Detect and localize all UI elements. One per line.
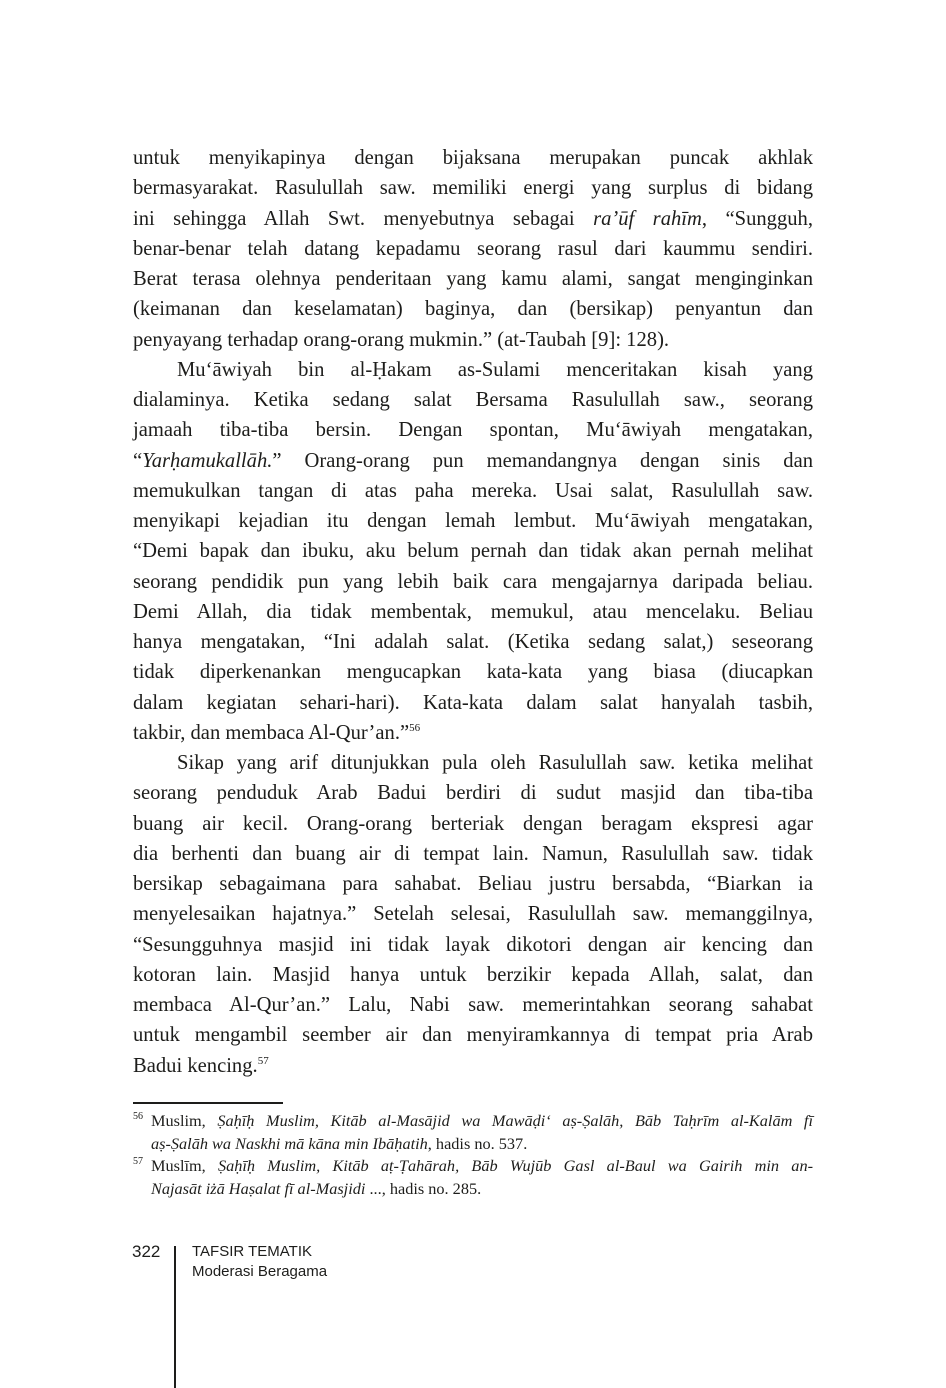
italic-text: aṣ-Ṣalāh wa Naskhi mā kāna min Ibāḥatih — [151, 1133, 428, 1153]
footnote-ref: 57 — [257, 1054, 269, 1067]
text-line — [133, 597, 813, 627]
text-line — [133, 173, 813, 203]
body-text — [133, 143, 813, 1081]
text-segment: untuk menyikapinya dengan bijaksana merupakan puncak akhlak — [133, 147, 813, 169]
text-line — [133, 899, 813, 929]
text-line — [133, 506, 813, 536]
text-segment: bersikap sebagaimana para sahabat. Beliau justru bersabda, “Biarkan ia — [133, 873, 813, 895]
text-segment: membaca Al-Qur’an.” Lalu, Nabi saw. memerintahkan seorang sahabat — [133, 994, 813, 1016]
footnote-divider — [133, 1102, 283, 1104]
text-segment: seorang penduduk Arab Badui berdiri di sudut masjid dan tiba-tiba — [133, 782, 813, 805]
footnote-ref: 56 — [409, 721, 421, 734]
running-footer — [192, 1242, 327, 1282]
text-line — [133, 718, 813, 748]
text-segment: Sikap yang arif ditunjukkan pula oleh Rasulullah saw. ketika melihat — [177, 752, 813, 774]
text-segment: “Sesungguhnya masjid ini tidak layak dikotori dengan air kencing dan — [133, 933, 813, 956]
text-line — [133, 627, 813, 657]
text-segment: Badui kencing. — [133, 1054, 258, 1077]
text-segment: ..., hadis no. 285. — [365, 1178, 482, 1198]
text-segment: jamaah tiba-tiba bersin. Dengan spontan, Mu‘āwiyah mengatakan, — [133, 419, 813, 442]
footnotes — [133, 1110, 813, 1200]
text-line — [133, 688, 813, 718]
text-line — [133, 446, 813, 476]
footnote-line — [133, 1178, 813, 1201]
text-segment: , hadis no. 537. — [427, 1133, 528, 1153]
text-segment: dialaminya. Ketika sedang salat Bersama Rasulullah saw., seorang — [133, 389, 813, 411]
text-line — [133, 567, 813, 597]
text-segment: memukulkan tangan di atas paha mereka. Usai salat, Rasulullah saw. — [133, 479, 813, 502]
text-segment: untuk mengambil seember air dan menyiramkannya di tempat pria Arab — [133, 1024, 813, 1047]
text-line — [133, 748, 813, 778]
text-segment: bermasyarakat. Rasulullah saw. memiliki energi yang surplus di bidang — [133, 177, 813, 200]
text-line — [133, 415, 813, 445]
footnote-number: 56 — [133, 1111, 143, 1122]
text-segment: tidak diperkenankan mengucapkan kata-kata yang biasa (diucapkan — [133, 661, 813, 684]
text-segment: penyayang terhadap orang-orang mukmin.” (at-Taubah [9]: 128). — [133, 328, 670, 351]
text-segment: hanya mengatakan, “Ini adalah salat. (Ketika sedang salat,) seseorang — [133, 631, 813, 653]
italic-text: Ṣaḥīḥ Muslim, Kitāb al-Masājid wa Mawāḍi‘ aṣ-Ṣalāh, Bāb Taḥrīm al-Kalām fī — [217, 1111, 813, 1130]
text-segment: Berat terasa olehnya penderitaan yang kamu alami, sangat menginginkan — [133, 268, 813, 290]
text-line — [133, 839, 813, 869]
text-segment: menyelesaikan hajatnya.” Setelah selesai, Rasulullah saw. memanggilnya, — [133, 903, 813, 926]
text-line — [133, 930, 813, 960]
text-line — [133, 657, 813, 687]
text-segment: “ — [133, 449, 143, 472]
page-number: 322 — [132, 1242, 161, 1261]
text-segment: “Demi bapak dan ibuku, aku belum pernah dan tidak akan pernah melihat — [133, 540, 813, 563]
text-line — [133, 1020, 813, 1050]
text-segment: ini sehingga Allah Swt. menyebutnya sebagai — [133, 207, 594, 230]
footnote-line — [133, 1133, 813, 1156]
text-segment: (keimanan dan keselamatan) baginya, dan (bersikap) penyantun dan — [133, 298, 813, 321]
text-segment: seorang pendidik pun yang lebih baik cara mengajarnya daripada beliau. — [133, 570, 813, 593]
text-segment: kotoran lain. Masjid hanya untuk berzikir kepada Allah, salat, dan — [133, 963, 813, 986]
italic-text: Yarḥamukallāh. — [142, 449, 273, 472]
text-line — [133, 536, 813, 566]
text-line — [133, 476, 813, 506]
text-line — [133, 264, 813, 294]
text-segment: benar-benar telah datang kepadamu seorang rasul dari kaummu sendiri. — [133, 237, 813, 260]
text-line — [133, 143, 813, 173]
text-line — [133, 294, 813, 324]
text-segment: dalam kegiatan sehari-hari). Kata-kata dalam salat hanyalah tasbih, — [133, 691, 813, 714]
text-line — [133, 990, 813, 1020]
text-segment: ” Orang-orang pun memandangnya dengan sinis dan — [272, 449, 813, 472]
text-line — [133, 1051, 813, 1081]
text-line — [133, 385, 813, 415]
footnote-line — [133, 1110, 813, 1133]
book-title: TAFSIR TEMATIK — [192, 1243, 313, 1260]
italic-text: ra’ūf rahīm — [593, 207, 702, 230]
book-subtitle: Moderasi Beragama — [192, 1263, 328, 1280]
text-segment: menyikapi kejadian itu dengan lemah lembut. Mu‘āwiyah mengatakan, — [133, 510, 813, 532]
text-segment: Mu‘āwiyah bin al-Ḥakam as-Sulami menceritakan kisah yang — [177, 358, 813, 381]
footnote-number: 57 — [133, 1156, 143, 1167]
text-segment: Muslim, — [151, 1111, 218, 1130]
text-line — [133, 960, 813, 990]
text-line — [133, 325, 813, 355]
text-line — [133, 869, 813, 899]
text-segment: dia berhenti dan buang air di tempat lain. Namun, Rasulullah saw. tidak — [133, 842, 813, 865]
text-line — [133, 778, 813, 808]
text-segment: buang air kecil. Orang-orang berteriak dengan beragam ekspresi agar — [133, 812, 813, 835]
text-line — [133, 234, 813, 264]
italic-text: Najasāt iżā Haṣalat fī al-Masjidi — [151, 1178, 366, 1198]
text-segment: Demi Allah, dia tidak membentak, memukul, atau mencelaku. Beliau — [133, 600, 813, 623]
text-segment: Muslīm, — [151, 1156, 218, 1175]
text-line — [133, 204, 813, 234]
footnote-line — [133, 1155, 813, 1178]
text-segment: , “Sungguh, — [701, 207, 813, 230]
text-line — [133, 809, 813, 839]
text-segment: takbir, dan membaca Al-Qur’an.” — [133, 721, 410, 744]
italic-text: Ṣaḥīḥ Muslim, Kitāb aṭ-Ṭahārah, Bāb Wujūb Gasl al-Baul wa Gairih min an- — [217, 1156, 814, 1175]
footer-divider — [174, 1246, 176, 1388]
text-line — [133, 355, 813, 385]
